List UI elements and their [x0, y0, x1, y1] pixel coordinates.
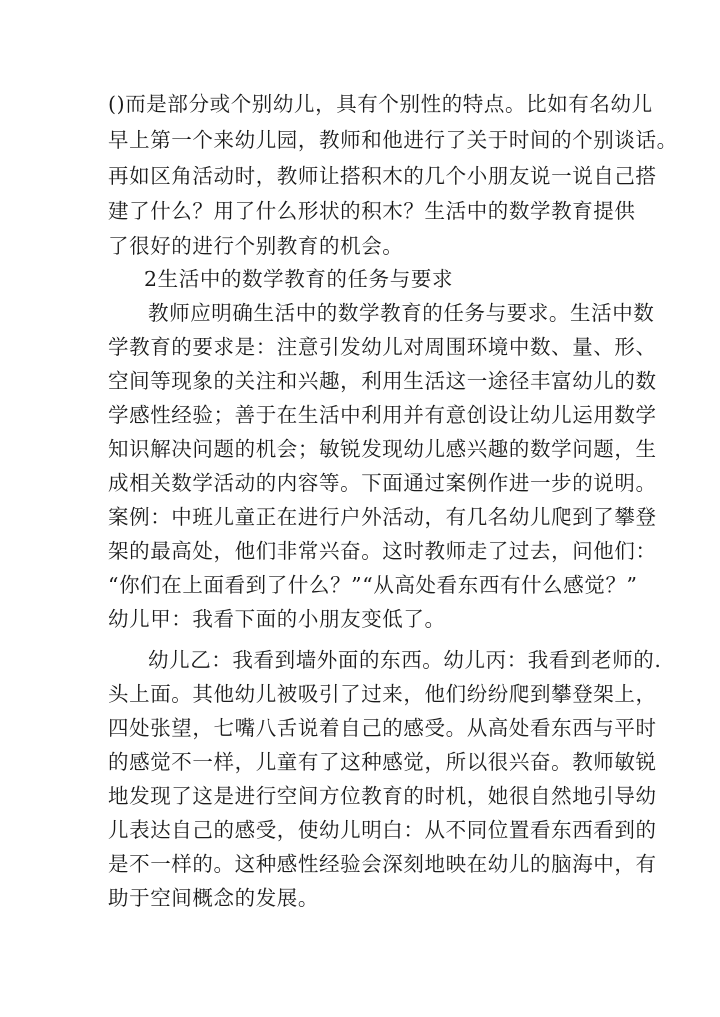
text-line: “你们在上面看到了什么？”“从高处看东西有什么感觉？” [108, 573, 638, 597]
text-line: 助于空间概念的发展。 [108, 886, 319, 910]
text-line: 幼儿甲：我看下面的小朋友变低了。 [108, 607, 446, 631]
text-line: ()而是部分或个别幼儿，具有个别性的特点。比如有名幼儿 [108, 92, 653, 116]
text-line: 知识解决问题的机会；敏锐发现幼儿感兴趣的数学问题，生 [108, 437, 657, 461]
text-line: 教师应明确生活中的数学教育的任务与要求。生活中数 [148, 301, 655, 325]
text-line: 案例：中班儿童正在进行户外活动，有几名幼儿爬到了攀登 [108, 505, 657, 529]
text-line: 儿表达自己的感受，使幼儿明白：从不同位置看东西看到的 [108, 818, 657, 842]
text-line: 幼儿乙：我看到墙外面的东西。幼儿丙：我看到老师的. [148, 648, 662, 672]
text-line: 再如区角活动时，教师让搭积木的几个小朋友说一说自己搭 [108, 164, 657, 188]
text-line: 学感性经验；善于在生活中利用并有意创设让幼儿运用数学 [108, 403, 657, 427]
text-line: 建了什么？用了什么形状的积木？生活中的数学教育提供 [108, 199, 636, 223]
text-line: 了很好的进行个别教育的机会。 [108, 234, 404, 258]
text-line: 架的最高处，他们非常兴奋。这时教师走了过去，问他们： [108, 539, 657, 563]
text-line: 地发现了这是进行空间方位教育的时机，她很自然地引导幼 [108, 784, 657, 808]
text-line: 头上面。其他幼儿被吸引了过来，他们纷纷爬到攀登架上， [108, 682, 657, 706]
text-line: 是不一样的。这种感性经验会深刻地映在幼儿的脑海中，有 [108, 852, 657, 876]
text-line: 四处张望，七嘴八舌说着自己的感受。从高处看东西与平时 [108, 716, 657, 740]
text-line: 学教育的要求是：注意引发幼儿对周围环境中数、量、形、 [108, 335, 657, 359]
section-heading: 2生活中的数学教育的任务与要求 [144, 267, 454, 291]
text-line: 空间等现象的关注和兴趣，利用生活这一途径丰富幼儿的数 [108, 369, 657, 393]
text-line: 的感觉不一样，儿童有了这种感觉，所以很兴奋。教师敏锐 [108, 750, 657, 774]
text-line: 早上第一个来幼儿园，教师和他进行了关于时间的个别谈话。 [108, 128, 678, 152]
text-line: 成相关数学活动的内容等。下面通过案例作进一步的说明。 [108, 471, 657, 495]
